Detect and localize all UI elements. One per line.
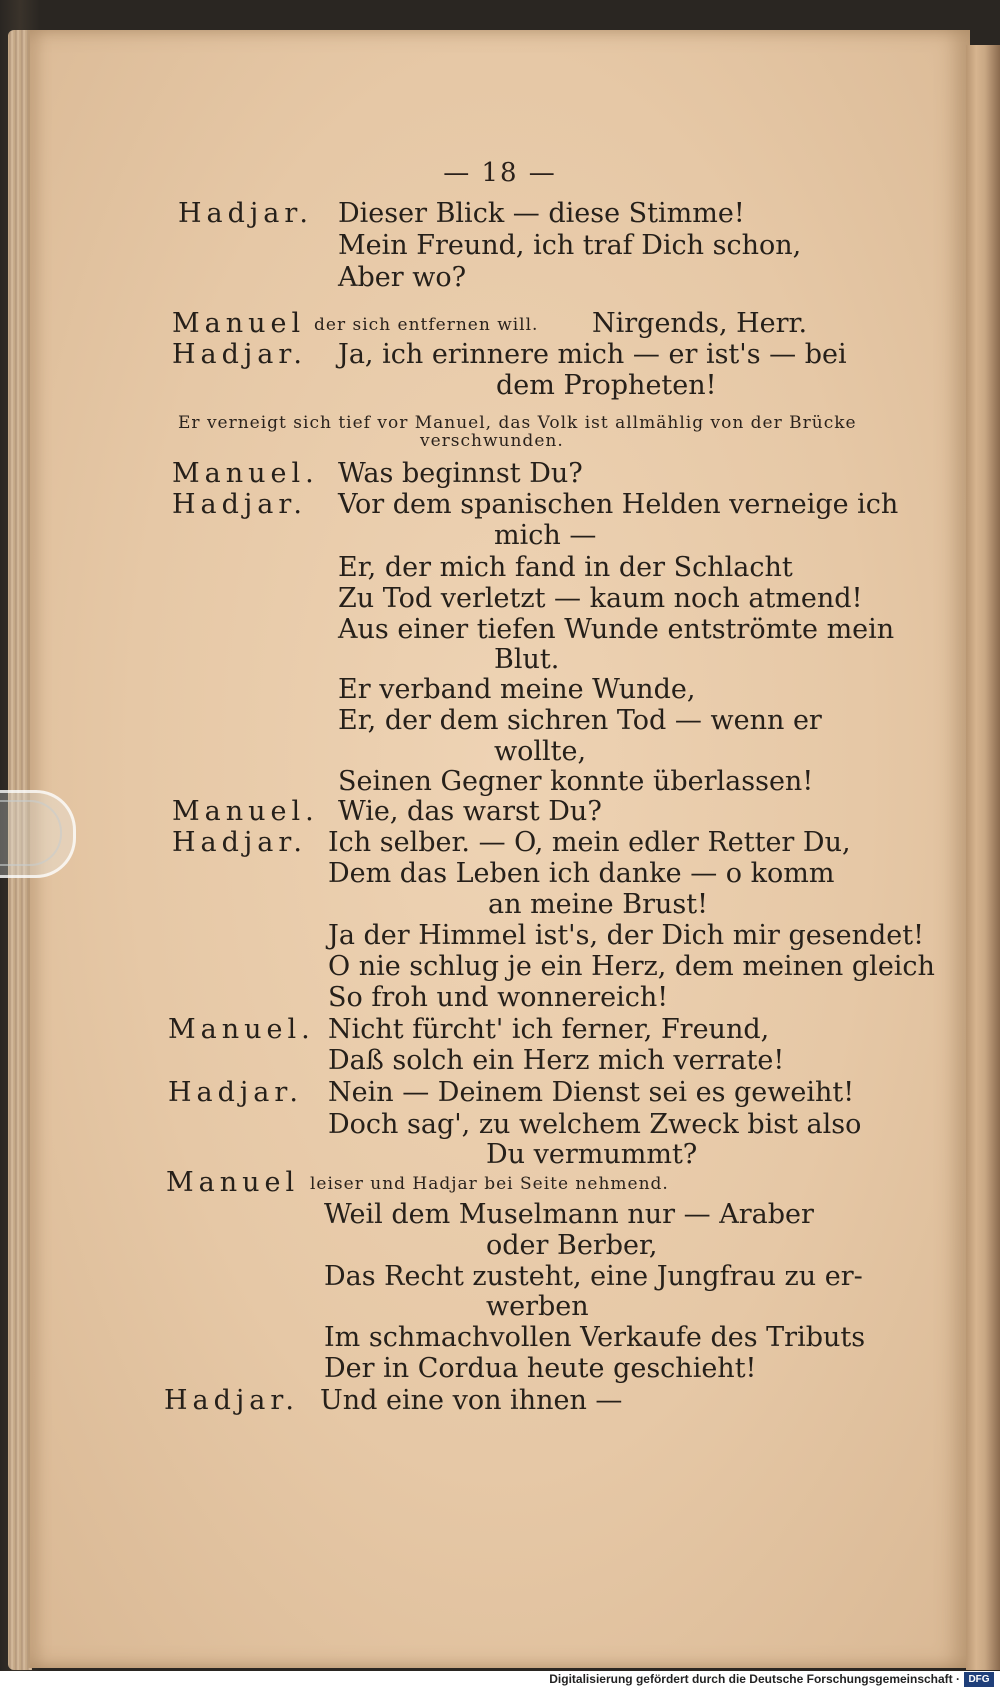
- verse-line: mich —: [494, 520, 597, 551]
- speaker-name: Manuel.: [168, 1014, 315, 1045]
- verse-line: Ja, ich erinnere mich — er ist's — bei: [338, 339, 847, 370]
- verse-line: Wie, das warst Du?: [338, 796, 602, 827]
- verse-line: Nein — Deinem Dienst sei es geweiht!: [328, 1077, 855, 1108]
- page-stack-right: [966, 45, 1000, 1670]
- stage-direction-inline: leiser und Hadjar bei Seite nehmend.: [310, 1174, 669, 1194]
- verse-line: Zu Tod verletzt — kaum noch atmend!: [338, 583, 863, 614]
- speaker-name: Hadjar.: [172, 827, 307, 858]
- verse-line: oder Berber,: [486, 1230, 658, 1261]
- verse-line: Ich selber. — O, mein edler Retter Du,: [328, 827, 851, 858]
- verse-line: O nie schlug je ein Herz, dem meinen gleich: [328, 951, 935, 982]
- verse-line: wollte,: [494, 736, 587, 767]
- speaker-name: Hadjar.: [172, 339, 307, 370]
- speaker-name: Hadjar.: [172, 489, 307, 520]
- speaker-name: Manuel: [172, 308, 306, 339]
- page-number: — 18 —: [443, 158, 557, 188]
- speaker-name: Hadjar.: [178, 198, 313, 229]
- speaker-name: Manuel: [166, 1167, 300, 1198]
- verse-line: Dem das Leben ich danke — o komm: [328, 858, 835, 889]
- speaker-name: Hadjar.: [164, 1385, 299, 1416]
- verse-line: So froh und wonnereich!: [328, 982, 669, 1013]
- verse-line: Was beginnst Du?: [338, 458, 583, 489]
- verse-line: Nicht fürcht' ich ferner, Freund,: [328, 1014, 770, 1045]
- dfg-logo: DFG: [964, 1672, 994, 1687]
- verse-line: Dieser Blick — diese Stimme!: [338, 198, 745, 229]
- verse-line: Das Recht zusteht, eine Jungfrau zu er-: [324, 1261, 863, 1292]
- verse-line: Er, der mich fand in der Schlacht: [338, 552, 793, 583]
- stage-direction-inline: der sich entfernen will.: [314, 315, 539, 335]
- verse-line: Aus einer tiefen Wunde entströmte mein: [338, 614, 895, 645]
- speaker-name: Manuel.: [172, 458, 319, 489]
- verse-line: Er, der dem sichren Tod — wenn er: [338, 705, 822, 736]
- bookmark-clip-inner: [0, 800, 62, 866]
- verse-line: Vor dem spanischen Helden verneige ich: [338, 489, 899, 520]
- verse-line: Er verband meine Wunde,: [338, 674, 696, 705]
- verse-line: an meine Brust!: [488, 889, 708, 920]
- verse-line: werben: [486, 1291, 589, 1322]
- verse-line: Der in Cordua heute geschieht!: [324, 1353, 757, 1384]
- verse-line: Weil dem Muselmann nur — Araber: [324, 1199, 814, 1230]
- verse-line: Du vermummt?: [486, 1139, 698, 1170]
- verse-line: Doch sag', zu welchem Zweck bist also: [328, 1109, 862, 1140]
- funding-credit: Digitalisierung gefördert durch die Deutsche Forschungsgemeinschaft ·: [549, 1672, 960, 1686]
- verse-line: Blut.: [494, 644, 560, 675]
- verse-line: Seinen Gegner konnte überlassen!: [338, 766, 814, 797]
- stage-direction: verschwunden.: [420, 431, 564, 451]
- verse-line: Mein Freund, ich traf Dich schon,: [338, 230, 802, 261]
- speaker-name: Manuel.: [172, 796, 319, 827]
- verse-line: Und eine von ihnen —: [320, 1385, 623, 1416]
- verse-line: Aber wo?: [338, 262, 467, 293]
- verse-line: Daß solch ein Herz mich verrate!: [328, 1045, 785, 1076]
- verse-line: dem Propheten!: [496, 370, 717, 401]
- verse-line: Nirgends, Herr.: [592, 308, 808, 339]
- verse-line: Im schmachvollen Verkaufe des Tributs: [324, 1322, 866, 1353]
- speaker-name: Hadjar.: [168, 1077, 303, 1108]
- verse-line: Ja der Himmel ist's, der Dich mir gesendet!: [328, 920, 924, 951]
- stage-direction: Er verneigt sich tief vor Manuel, das Volk ist allmählig von der Brücke: [178, 413, 857, 433]
